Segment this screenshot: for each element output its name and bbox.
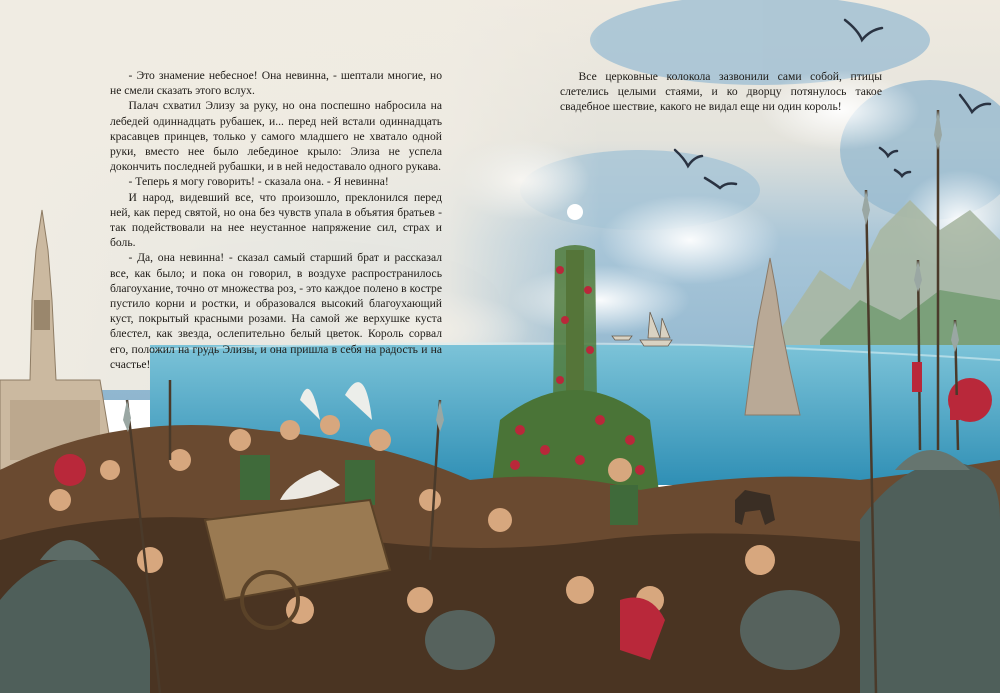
left-paragraph-1: - Это знамение небесное! Она невинна, - шептали многие, но не смели сказать этого вслух.	[110, 69, 442, 98]
left-paragraph-3: - Теперь я могу говорить! - сказала она. - Я невинна!	[128, 175, 389, 189]
right-page-text	[560, 69, 882, 115]
white-flower	[567, 204, 583, 220]
left-paragraph-4: И народ, видевший все, что произошло, преклонился перед ней, как перед святой, но она без чувств упала в объятия братьев - так подействовали на нее неустанное напряжение сил, страх и боль.	[110, 190, 442, 250]
right-paragraph-1: Все церковные колокола зазвонили сами собой, птицы слетелись целыми стаями, и ко дворцу потянулось такое свадебное шествие, какого не видал еще ни один король!	[560, 70, 882, 114]
left-page-text	[110, 68, 442, 372]
left-paragraph-5: - Да, она невинна! - сказал самый старший брат и рассказал все, как было; и пока он говорил, в воздухе распространилось благоухание, точно от множества роз, - это каждое полено в костре пустило корни и ростки, и образовался высокий благоухающий куст, покрытый красными розами. На самой же верхушке куста блестел, как звезда, ослепительно белый цветок. Король сорвал его, положил на грудь Элизы, и она пришла в себя на радость и на счастье!	[110, 251, 442, 371]
left-paragraph-2: Палач схватил Элизу за руку, но она поспешно набросила на лебедей одиннадцать рубашек, и... перед ней встали одиннадцать красавцев принцев, только у самого младшего не хватало одной руки, вместо нее было лебединое крыло: Элиза не успела докончить последней рубашки, и в ней недоставало одного рукава.	[110, 99, 442, 174]
